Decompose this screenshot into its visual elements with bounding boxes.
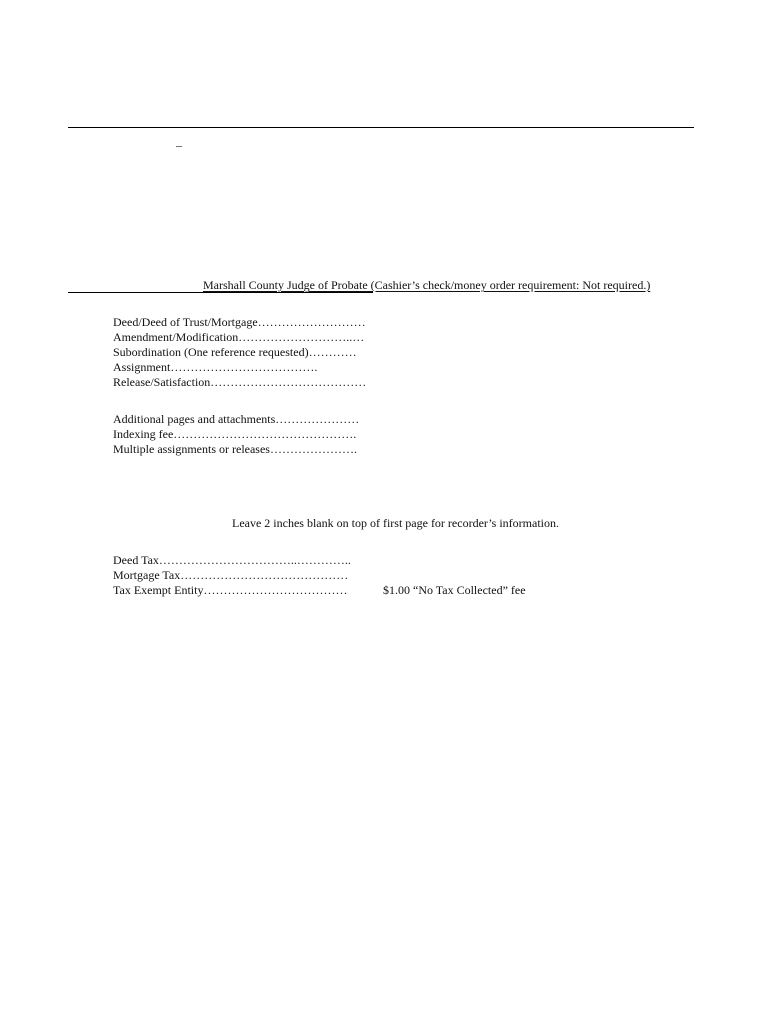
- margin-note: Leave 2 inches blank on top of first page for recorder’s information.: [232, 516, 559, 530]
- fee-row-multiple-assignments: Multiple assignments or releases………………….: [113, 442, 357, 456]
- fee-row-additional-pages: Additional pages and attachments…………………: [113, 412, 360, 426]
- additional-fees-list: [113, 412, 359, 457]
- fee-row-amendment: Amendment/Modification………………………..…: [113, 330, 365, 344]
- office-heading: Marshall County Judge of Probate (Cashier’s check/money order requirement: Not required.): [203, 278, 651, 292]
- fee-row-subordination: Subordination (One reference requested)…………: [113, 345, 357, 359]
- tax-row-deed: Deed Tax……………………………..…………..: [113, 553, 351, 567]
- fee-row-indexing: Indexing fee……………………………………….: [113, 427, 357, 441]
- tax-row-mortgage: Mortgage Tax……………………………………: [113, 568, 349, 582]
- top-divider: [68, 127, 694, 128]
- tax-exempt-fee: $1.00 “No Tax Collected” fee: [383, 583, 526, 597]
- recording-fees-list: [113, 315, 366, 390]
- tax-row-exempt: [113, 583, 526, 598]
- fee-row-deed: Deed/Deed of Trust/Mortgage………………………: [113, 315, 366, 329]
- section-divider: [68, 292, 373, 293]
- fee-row-assignment: Assignment……………………………….: [113, 360, 318, 374]
- top-dash-mark: –: [176, 138, 182, 152]
- taxes-list: [113, 553, 526, 598]
- fee-row-release: Release/Satisfaction…………………………………: [113, 375, 367, 389]
- tax-exempt-label: Tax Exempt Entity………………………………: [113, 583, 348, 597]
